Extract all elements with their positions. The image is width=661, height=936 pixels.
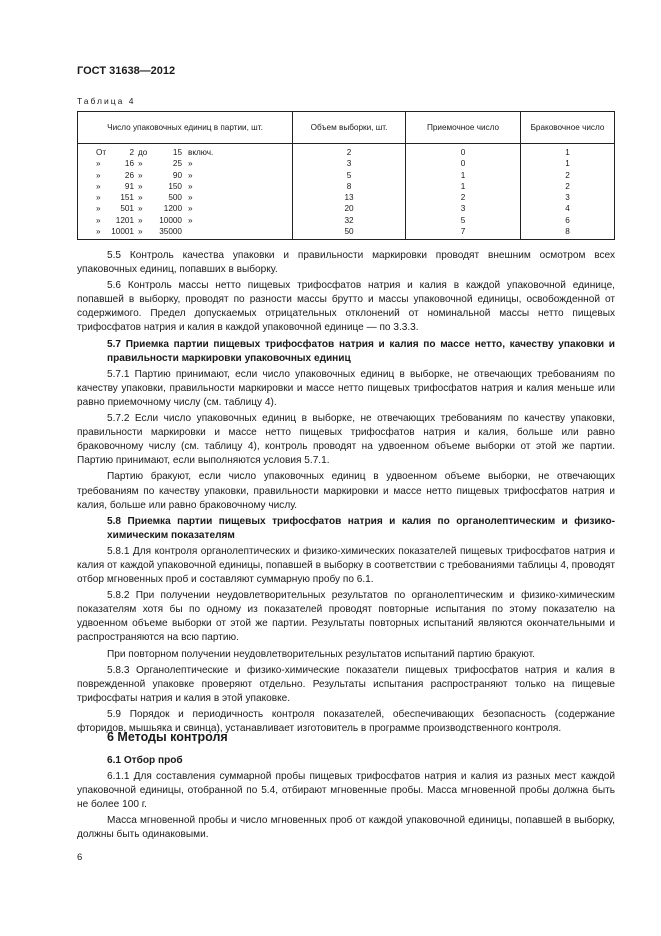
range-part: » <box>188 170 193 180</box>
lot-size-range <box>78 215 293 226</box>
subsection-title: 6.1 Отбор проб <box>107 755 183 766</box>
paragraph: При повторном получении неудовлетворительных результатов испытаний партию бракуют. <box>107 648 535 660</box>
main-text <box>77 249 615 738</box>
table-row <box>78 203 615 214</box>
paragraph: Масса мгновенной пробы и число мгновенных проб от каждой упаковочной единицы, попавшей в выборку, должны быть одинаковыми. <box>77 815 615 841</box>
col-header-lot-size: Число упаковочных единиц в партии, шт. <box>78 112 293 144</box>
acceptance-number-cell: 5 <box>406 215 521 226</box>
table-row <box>78 170 615 181</box>
rejection-number-cell: 1 <box>521 144 615 159</box>
range-part: 150 <box>168 181 182 191</box>
sample-size-cell: 3 <box>293 158 406 169</box>
acceptance-number-cell: 0 <box>406 158 521 169</box>
sample-size-cell: 8 <box>293 181 406 192</box>
range-part: 2 <box>129 148 134 157</box>
acceptance-number-cell: 7 <box>406 226 521 240</box>
paragraph: 6.1.1 Для составления суммарной пробы пищевых трифосфатов натрия и калия из разных мест каждой упаковочной единицы, отобранной по 5.4, отбирают мгновенные пробы. Масса мгновенной пробы должна быть не более 100 г. <box>77 771 615 811</box>
range-part: » <box>96 204 101 214</box>
table-row <box>78 192 615 203</box>
range-part: » <box>188 159 193 169</box>
range-part: » <box>138 204 143 214</box>
range-part: » <box>138 227 143 237</box>
rejection-number-cell: 2 <box>521 181 615 192</box>
range-part: 15 <box>172 148 182 157</box>
range-part: 25 <box>172 159 182 169</box>
sample-size-cell: 50 <box>293 226 406 240</box>
subsection-heading: 5.7 Приемка партии пищевых трифосфатов натрия и калия по массе нетто, качеству упаковки и правильности маркировки упаковочных единиц <box>107 338 615 364</box>
range-part: » <box>138 159 143 169</box>
range-part: » <box>96 215 101 225</box>
range-part: » <box>188 204 193 214</box>
lot-size-range <box>78 158 293 169</box>
range-part: до <box>138 148 148 157</box>
lot-size-range <box>78 170 293 181</box>
table-row <box>78 226 615 240</box>
acceptance-number-cell: 0 <box>406 144 521 159</box>
lot-size-range <box>78 203 293 214</box>
col-header-rejection-number: Браковочное число <box>521 112 615 144</box>
range-part: » <box>188 215 193 225</box>
range-part: 35000 <box>159 227 182 237</box>
rejection-number-cell: 2 <box>521 170 615 181</box>
range-part: » <box>96 159 101 169</box>
range-part: 500 <box>168 193 182 203</box>
section-title: 6 Методы контроля <box>107 730 228 744</box>
rejection-number-cell: 3 <box>521 192 615 203</box>
range-part: 1200 <box>163 204 182 214</box>
rejection-number-cell: 8 <box>521 226 615 240</box>
paragraph: 5.8.1 Для контроля органолептических и физико-химических показателей пищевых трифосфатов натрия и калия от каждой упаковочной единицы, попавшей в выборку в соответствии с требованиями таблицы 4, проводят отбор мгновенных проб и составляют суммарную пробу по 6.1. <box>77 545 615 586</box>
range-part: 26 <box>124 170 134 180</box>
range-part: 501 <box>120 204 134 214</box>
range-part: » <box>138 215 143 225</box>
table-row <box>78 158 615 169</box>
paragraph: 5.9 Порядок и периодичность контроля показателей, обеспечивающих безопасность (содержание фторидов, мышьяка и свинца), устанавливает изготовитель в программе производственного контроля. <box>77 708 615 734</box>
document-header: ГОСТ 31638—2012 <box>77 65 176 77</box>
range-part: » <box>188 193 193 203</box>
paragraph: 5.7.2 Если число упаковочных единиц в выборке, не отвечающих требованиям по качеству упаковки, правильности маркировки и массе нетто пищевых трифосфатов натрия и калия, больше или равно браковочному числу (см. таблицу 4), контроль проводят на удвоенном объеме выборки от этой же партии. Партию принимают, если выполняются условия 5.7.1. <box>77 413 615 467</box>
lot-size-range <box>78 181 293 192</box>
range-part: От <box>96 148 107 157</box>
sample-size-cell: 5 <box>293 170 406 181</box>
range-part: » <box>138 181 143 191</box>
range-part: » <box>96 193 101 203</box>
range-part: 91 <box>124 181 134 191</box>
sample-size-cell: 32 <box>293 215 406 226</box>
range-part: 16 <box>124 159 134 169</box>
table-4 <box>77 111 615 240</box>
acceptance-number-cell: 1 <box>406 181 521 192</box>
col-header-sample-size: Объем выборки, шт. <box>293 112 406 144</box>
subsection-heading: 5.8 Приемка партии пищевых трифосфатов натрия и калия по органолептическим и физико-химическим показателям <box>107 515 615 541</box>
lot-size-range <box>78 192 293 203</box>
table-row <box>78 215 615 226</box>
lot-size-range <box>78 144 293 159</box>
paragraph: 5.7.1 Партию принимают, если число упаковочных единиц в выборке, не отвечающих требованиям по качеству упаковки, правильности маркировки и массе нетто пищевых трифосфатов натрия и калия меньше или равно приемочному числу (см. таблицу 4). <box>77 368 615 408</box>
section-6-text <box>77 770 615 844</box>
range-part: » <box>96 181 101 191</box>
table-caption: Таблица 4 <box>77 96 136 106</box>
rejection-number-cell: 4 <box>521 203 615 214</box>
lot-size-range <box>78 226 293 240</box>
rejection-number-cell: 1 <box>521 158 615 169</box>
range-part: 10001 <box>111 227 134 237</box>
range-part: » <box>96 227 101 237</box>
acceptance-number-cell: 2 <box>406 192 521 203</box>
range-part: 90 <box>172 170 182 180</box>
range-part: » <box>96 170 101 180</box>
range-part: » <box>138 170 143 180</box>
sample-size-cell: 20 <box>293 203 406 214</box>
paragraph: Партию бракуют, если число упаковочных единиц в удвоенном объеме выборки, не отвечающих требованиям по качеству упаковки, правильности маркировки и массе нетто пищевых трифосфатов натрия и калия, больше или равно браковочному числу. <box>77 471 615 511</box>
range-part: 10000 <box>159 215 182 225</box>
paragraph: 5.8.2 При получении неудовлетворительных результатов по органолептическим и физико-химическим показателям хотя бы по одному из показателей проводят повторные испытания по этому показателю на удвоенном объеме выборки от этой же партии. Результаты повторных испытаний являются окончательными и распространяются на всю партию. <box>77 590 615 644</box>
range-part: » <box>188 181 193 191</box>
rejection-number-cell: 6 <box>521 215 615 226</box>
sample-size-cell: 2 <box>293 144 406 159</box>
col-header-acceptance-number: Приемочное число <box>406 112 521 144</box>
paragraph: 5.8.3 Органолептические и физико-химические показатели пищевых трифосфатов натрия и калия в поврежденной упаковке проверяют отдельно. Результаты испытания распространяют только на пищевые трифосфаты натрия и калия в этой упаковке. <box>77 664 615 704</box>
acceptance-number-cell: 3 <box>406 203 521 214</box>
range-part: 1201 <box>115 215 134 225</box>
table-row <box>78 144 615 159</box>
range-part: включ. <box>188 148 214 157</box>
acceptance-number-cell: 1 <box>406 170 521 181</box>
paragraph: 5.6 Контроль массы нетто пищевых трифосфатов натрия и калия в каждой упаковочной единице, попавшей в выборку, проводят по разности массы брутто и массы упаковочной единицы, освобожденной от содержимого. Предел допускаемых отрицательных отклонений от номинальной массы нетто пищевых трифосфатов натрия и калия в каждой упаковочной единице — по 3.3.3. <box>77 280 615 334</box>
range-part: » <box>138 193 143 203</box>
paragraph: 5.5 Контроль качества упаковки и правильности маркировки проводят внешним осмотром всех упаковочных единиц, попавших в выборку. <box>77 250 615 276</box>
sample-size-cell: 13 <box>293 192 406 203</box>
table-row <box>78 181 615 192</box>
range-part: 151 <box>120 193 134 203</box>
page-number: 6 <box>77 852 83 863</box>
